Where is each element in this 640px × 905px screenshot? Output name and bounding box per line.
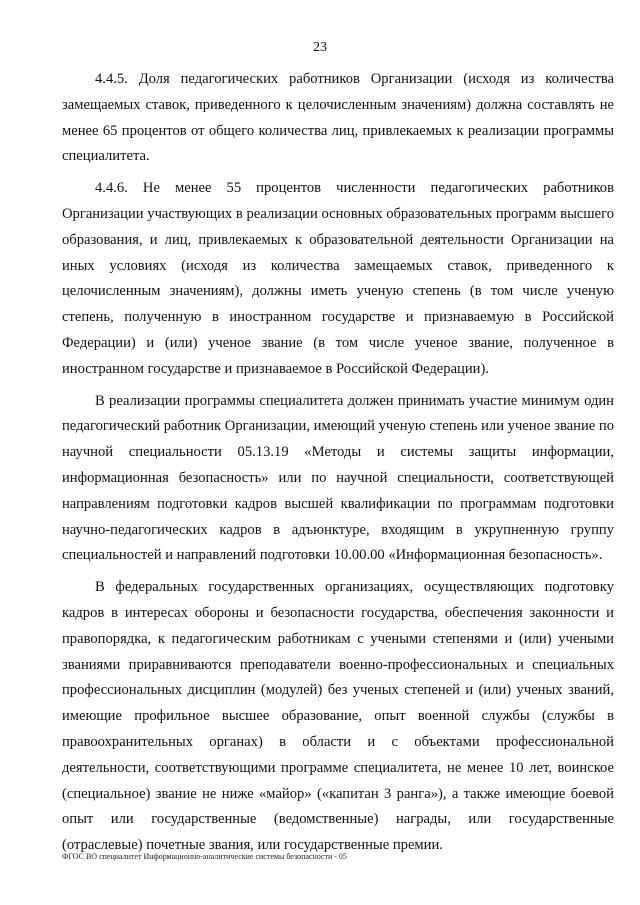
- paragraph-federal-organizations: В федеральных государственных организациях, осуществляющих подготовку кадров в интересах обороны и безопасности государства, обеспечения законности и правопорядка, к педагогическим работникам с учеными степенями и (или) учеными званиями приравниваются преподаватели военно-профессиональных и специальных профессиональных дисциплин (модулей) без ученых степеней и (или) ученых званий, имеющие профильное высшее образование, опыт военной службы (службы в правоохранительных органах) в области и с объектами профессиональной деятельности, соответствующими программе специалитета, не менее 10 лет, воинское (специальное) звание не ниже «майор» («капитан 3 ранга»), а также имеющие боевой опыт или государственные (ведомственные) награды, или государственные (отраслевые) почетные звания, или государственные премии.: [62, 579, 614, 854]
- paragraph-4-4-6: 4.4.6. Не менее 55 процентов численности педагогических работников Организации участвующих в реализации основных образовательных программ высшего образования, и лиц, привлекаемых к образовательной деятельности Организации на иных условиях (исходя из количества замещаемых ставок, приведенного к целочисленным значениям), должны иметь ученую степень (в том числе ученую степень, полученную в иностранном государстве и признаваемую в Российской Федерации) и (или) ученое звание (в том числе ученое звание, полученное в иностранном государстве и признаваемое в Российской Федерации).: [62, 180, 614, 377]
- paragraph-4-4-5: 4.4.5. Доля педагогических работников Организации (исходя из количества замещаемых ставок, приведенного к целочисленным значениям) должна составлять не менее 65 процентов от общего количества лиц, привлекаемых к реализации программы специалитета.: [62, 71, 614, 165]
- paragraph-specialist-requirement: В реализации программы специалитета должен принимать участие минимум один педагогический работник Организации, имеющий ученую степень или ученое звание по научной специальности 05.13.19 «Методы и системы защиты информации, информационная безопасность» или по научной специальности, соответствующей направлениям подготовки кадров высшей квалификации по программам подготовки научно-педагогических кадров в адъюнктуре, входящим в укрупненную группу специальностей и направлений подготовки 10.00.00 «Информационная безопасность».: [62, 392, 614, 564]
- page-number: 23: [313, 40, 327, 55]
- document-body: [62, 67, 614, 865]
- document-footer: ФГОС ВО специалитет Информационно-аналитические системы безопасности - 05: [62, 852, 347, 861]
